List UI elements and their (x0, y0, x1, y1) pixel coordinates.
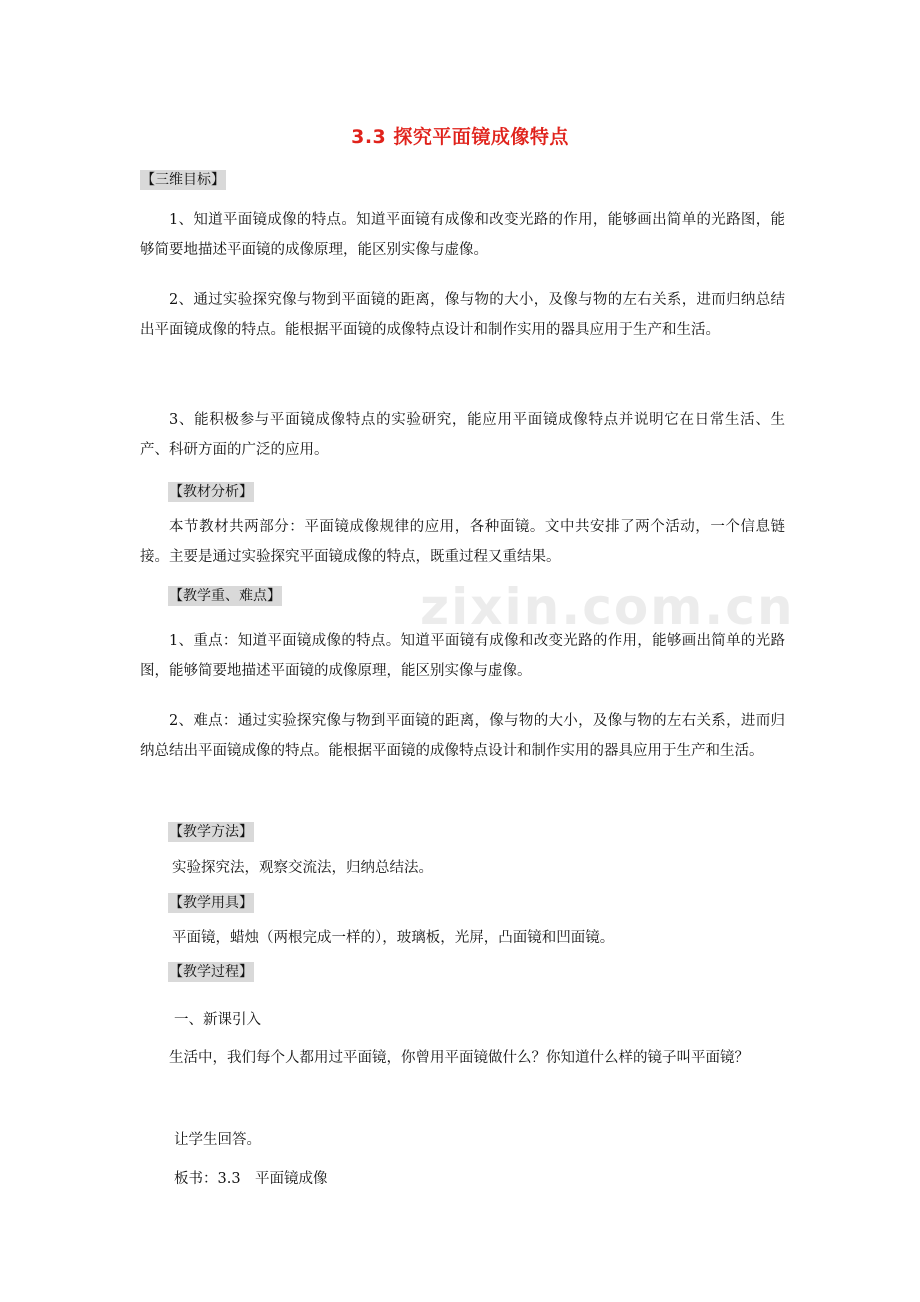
watermark: zixin.com.cn (420, 578, 795, 636)
document-title: 3.3 探究平面镜成像特点 (351, 126, 569, 148)
goals-heading: 【三维目标】 (141, 172, 225, 188)
key-point-paragraph-2: 2、难点：通过实验探究像与物到平面镜的距离，像与物的大小，及像与物的左右关系，进而归纳总结出平面镜成像的特点。能根据平面镜的成像特点设计和制作实用的器具应用于生产和生活。 (140, 713, 785, 759)
process-heading: 【教学过程】 (169, 964, 253, 980)
goal-paragraph-3: 3、能积极参与平面镜成像特点的实验研究，能应用平面镜成像特点并说明它在日常生活、生产、科研方面的广泛的应用。 (140, 412, 785, 458)
tools-text: 平面镜，蜡烛（两根完成一样的），玻璃板，光屏，凸面镜和凹面镜。 (172, 930, 615, 946)
method-heading: 【教学方法】 (169, 824, 253, 840)
method-text: 实验探究法，观察交流法，归纳总结法。 (172, 860, 433, 876)
goal-paragraph-2: 2、通过实验探究像与物到平面镜的距离，像与物的大小，及像与物的左右关系，进而归纳总结出平面镜成像的特点。能根据平面镜的成像特点设计和制作实用的器具应用于生产和生活。 (140, 292, 785, 338)
analysis-heading: 【教材分析】 (169, 484, 253, 500)
process-answer: 让学生回答。 (174, 1132, 261, 1148)
process-intro: 一、新课引入 (174, 1012, 261, 1028)
process-board: 板书：3.3 平面镜成像 (174, 1171, 328, 1187)
key-point-paragraph-1: 1、重点：知道平面镜成像的特点。知道平面镜有成像和改变光路的作用，能够画出简单的光路图，能够简要地描述平面镜的成像原理，能区别实像与虚像。 (140, 633, 785, 679)
analysis-paragraph: 本节教材共两部分：平面镜成像规律的应用，各种面镜。文中共安排了两个活动，一个信息链接。主要是通过实验探究平面镜成像的特点，既重过程又重结果。 (140, 519, 785, 565)
tools-heading: 【教学用具】 (169, 895, 253, 911)
goal-paragraph-1: 1、知道平面镜成像的特点。知道平面镜有成像和改变光路的作用，能够画出简单的光路图，能够简要地描述平面镜的成像原理，能区别实像与虚像。 (140, 212, 785, 258)
process-question: 生活中，我们每个人都用过平面镜，你曾用平面镜做什么？你知道什么样的镜子叫平面镜？ (169, 1050, 749, 1066)
key-points-heading: 【教学重、难点】 (169, 588, 281, 604)
